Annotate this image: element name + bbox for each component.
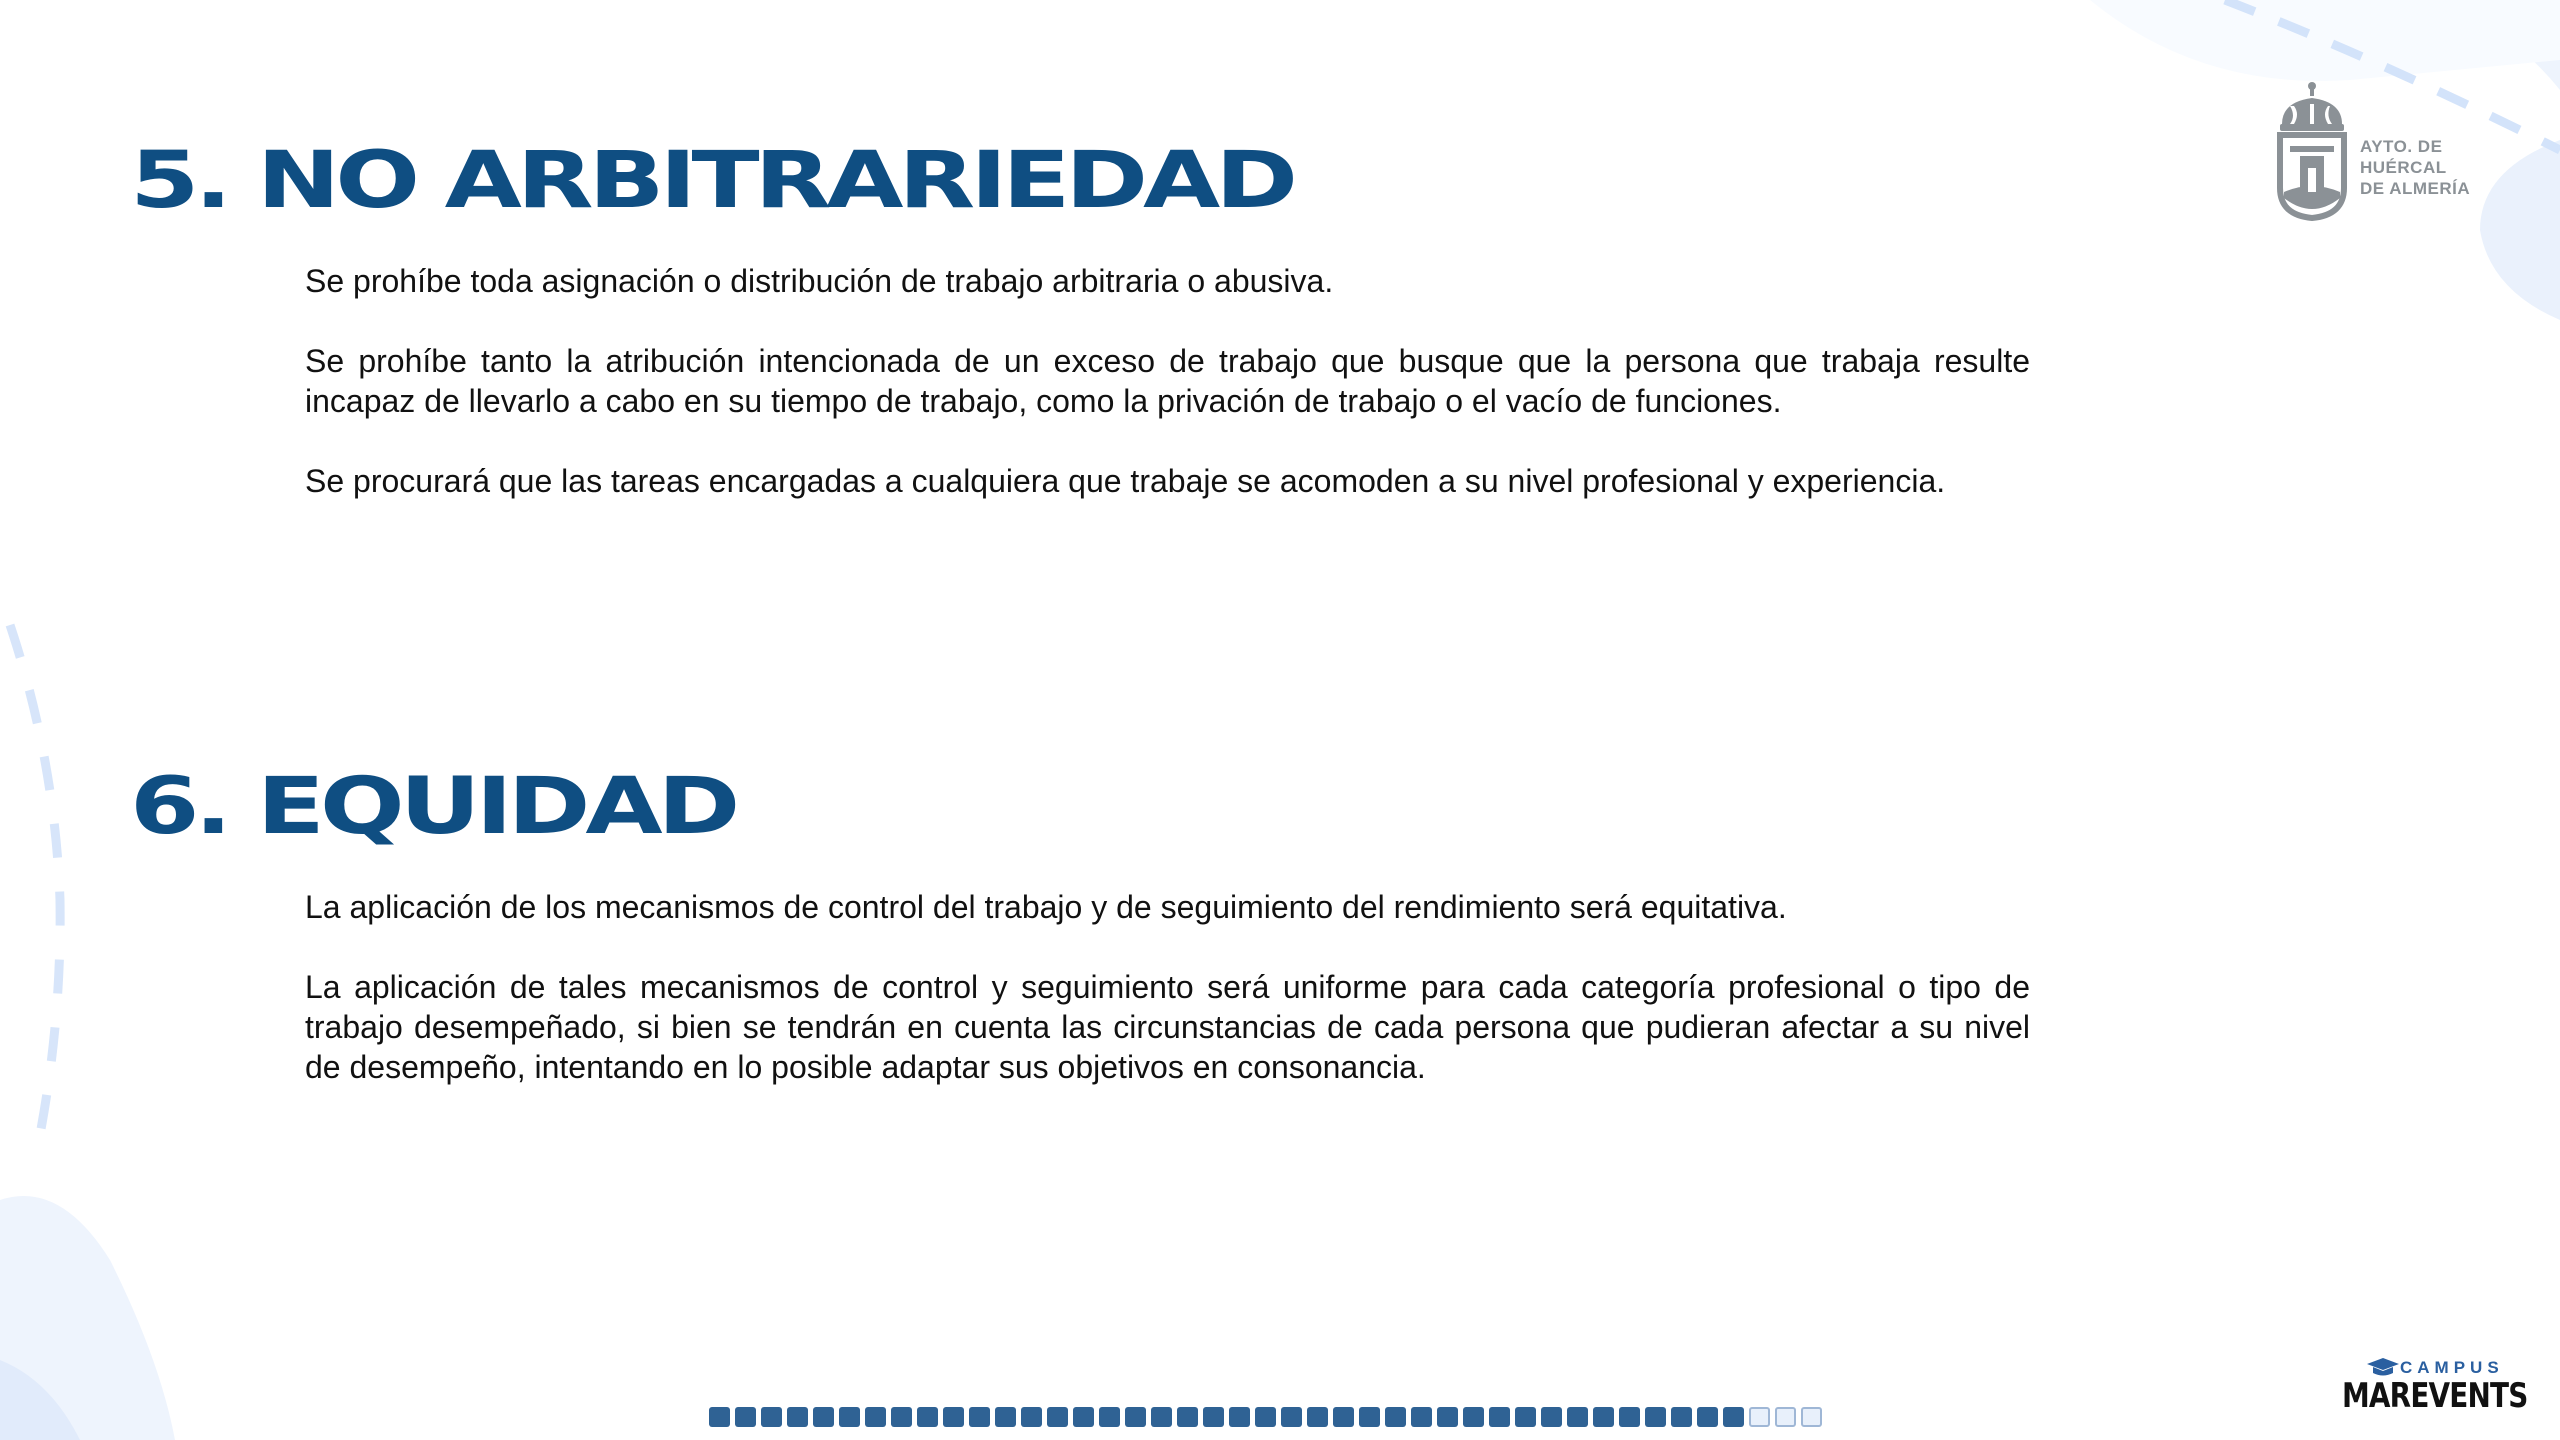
marevents-brand: MAREVENTS bbox=[2342, 1376, 2528, 1416]
progress-square bbox=[1021, 1407, 1042, 1427]
section-title-equidad: 6. EQUIDAD bbox=[130, 762, 736, 852]
progress-square bbox=[969, 1407, 990, 1427]
progress-square bbox=[1359, 1407, 1380, 1427]
progress-square bbox=[1411, 1407, 1432, 1427]
progress-square bbox=[1515, 1407, 1536, 1427]
progress-square bbox=[1385, 1407, 1406, 1427]
progress-square bbox=[1619, 1407, 1640, 1427]
progress-square bbox=[1541, 1407, 1562, 1427]
progress-square bbox=[1203, 1407, 1224, 1427]
paragraph: La aplicación de los mecanismos de control del trabajo y de seguimiento del rendimiento será equitativa. bbox=[305, 889, 1787, 925]
progress-square bbox=[1047, 1407, 1068, 1427]
progress-square bbox=[1645, 1407, 1666, 1427]
progress-square bbox=[1593, 1407, 1614, 1427]
progress-square bbox=[1333, 1407, 1354, 1427]
progress-square bbox=[1125, 1407, 1146, 1427]
progress-square bbox=[1151, 1407, 1172, 1427]
progress-square bbox=[1489, 1407, 1510, 1427]
ayto-logo-text: AYTO. DE HUÉRCAL DE ALMERÍA bbox=[2360, 137, 2471, 198]
progress-square bbox=[1749, 1407, 1770, 1427]
progress-square bbox=[1307, 1407, 1328, 1427]
progress-square bbox=[1281, 1407, 1302, 1427]
progress-square bbox=[761, 1407, 782, 1427]
paragraph: Se procurará que las tareas encargadas a cualquiera que trabaje se acomoden a su nivel profesional y experiencia. bbox=[305, 463, 1946, 499]
progress-square bbox=[1567, 1407, 1588, 1427]
progress-square bbox=[735, 1407, 756, 1427]
progress-square bbox=[839, 1407, 860, 1427]
progress-square bbox=[1697, 1407, 1718, 1427]
progress-square bbox=[709, 1407, 730, 1427]
progress-square bbox=[995, 1407, 1016, 1427]
progress-square bbox=[1437, 1407, 1458, 1427]
paragraph: Se prohíbe tanto la atribución intencionada de un exceso de trabajo que busque que la persona que trabaja resulte incapaz de llevarlo a cabo en su tiempo de trabajo, como la privación de trabajo o el vacío de funciones. bbox=[305, 343, 2030, 419]
progress-square bbox=[1099, 1407, 1120, 1427]
progress-square bbox=[943, 1407, 964, 1427]
section-title-no-arbitrariedad: 5. NO ARBITRARIEDAD bbox=[130, 136, 1293, 226]
progress-square bbox=[1463, 1407, 1484, 1427]
progress-square bbox=[1671, 1407, 1692, 1427]
slide-progress-bar bbox=[709, 1407, 1822, 1427]
section-body-no-arbitrariedad bbox=[305, 261, 2030, 541]
progress-square bbox=[813, 1407, 834, 1427]
progress-square bbox=[1775, 1407, 1796, 1427]
paragraph: Se prohíbe toda asignación o distribución de trabajo arbitraria o abusiva. bbox=[305, 263, 1334, 299]
campus-label: CAMPUS bbox=[2400, 1358, 2504, 1377]
progress-square bbox=[1177, 1407, 1198, 1427]
progress-square bbox=[787, 1407, 808, 1427]
progress-square bbox=[891, 1407, 912, 1427]
progress-square bbox=[1073, 1407, 1094, 1427]
paragraph: La aplicación de tales mecanismos de control y seguimiento será uniforme para cada categoría profesional o tipo de trabajo desempeñado, si bien se tendrán en cuenta las circunstancias de cada persona que pudieran afectar a su nivel de desempeño, intentando en lo posible adaptar sus objetivos en consonancia. bbox=[305, 969, 2030, 1085]
progress-square bbox=[1229, 1407, 1250, 1427]
section-body-equidad bbox=[305, 887, 2030, 1127]
progress-square bbox=[917, 1407, 938, 1427]
progress-square bbox=[1801, 1407, 1822, 1427]
progress-square bbox=[1255, 1407, 1276, 1427]
progress-square bbox=[865, 1407, 886, 1427]
progress-square bbox=[1723, 1407, 1744, 1427]
